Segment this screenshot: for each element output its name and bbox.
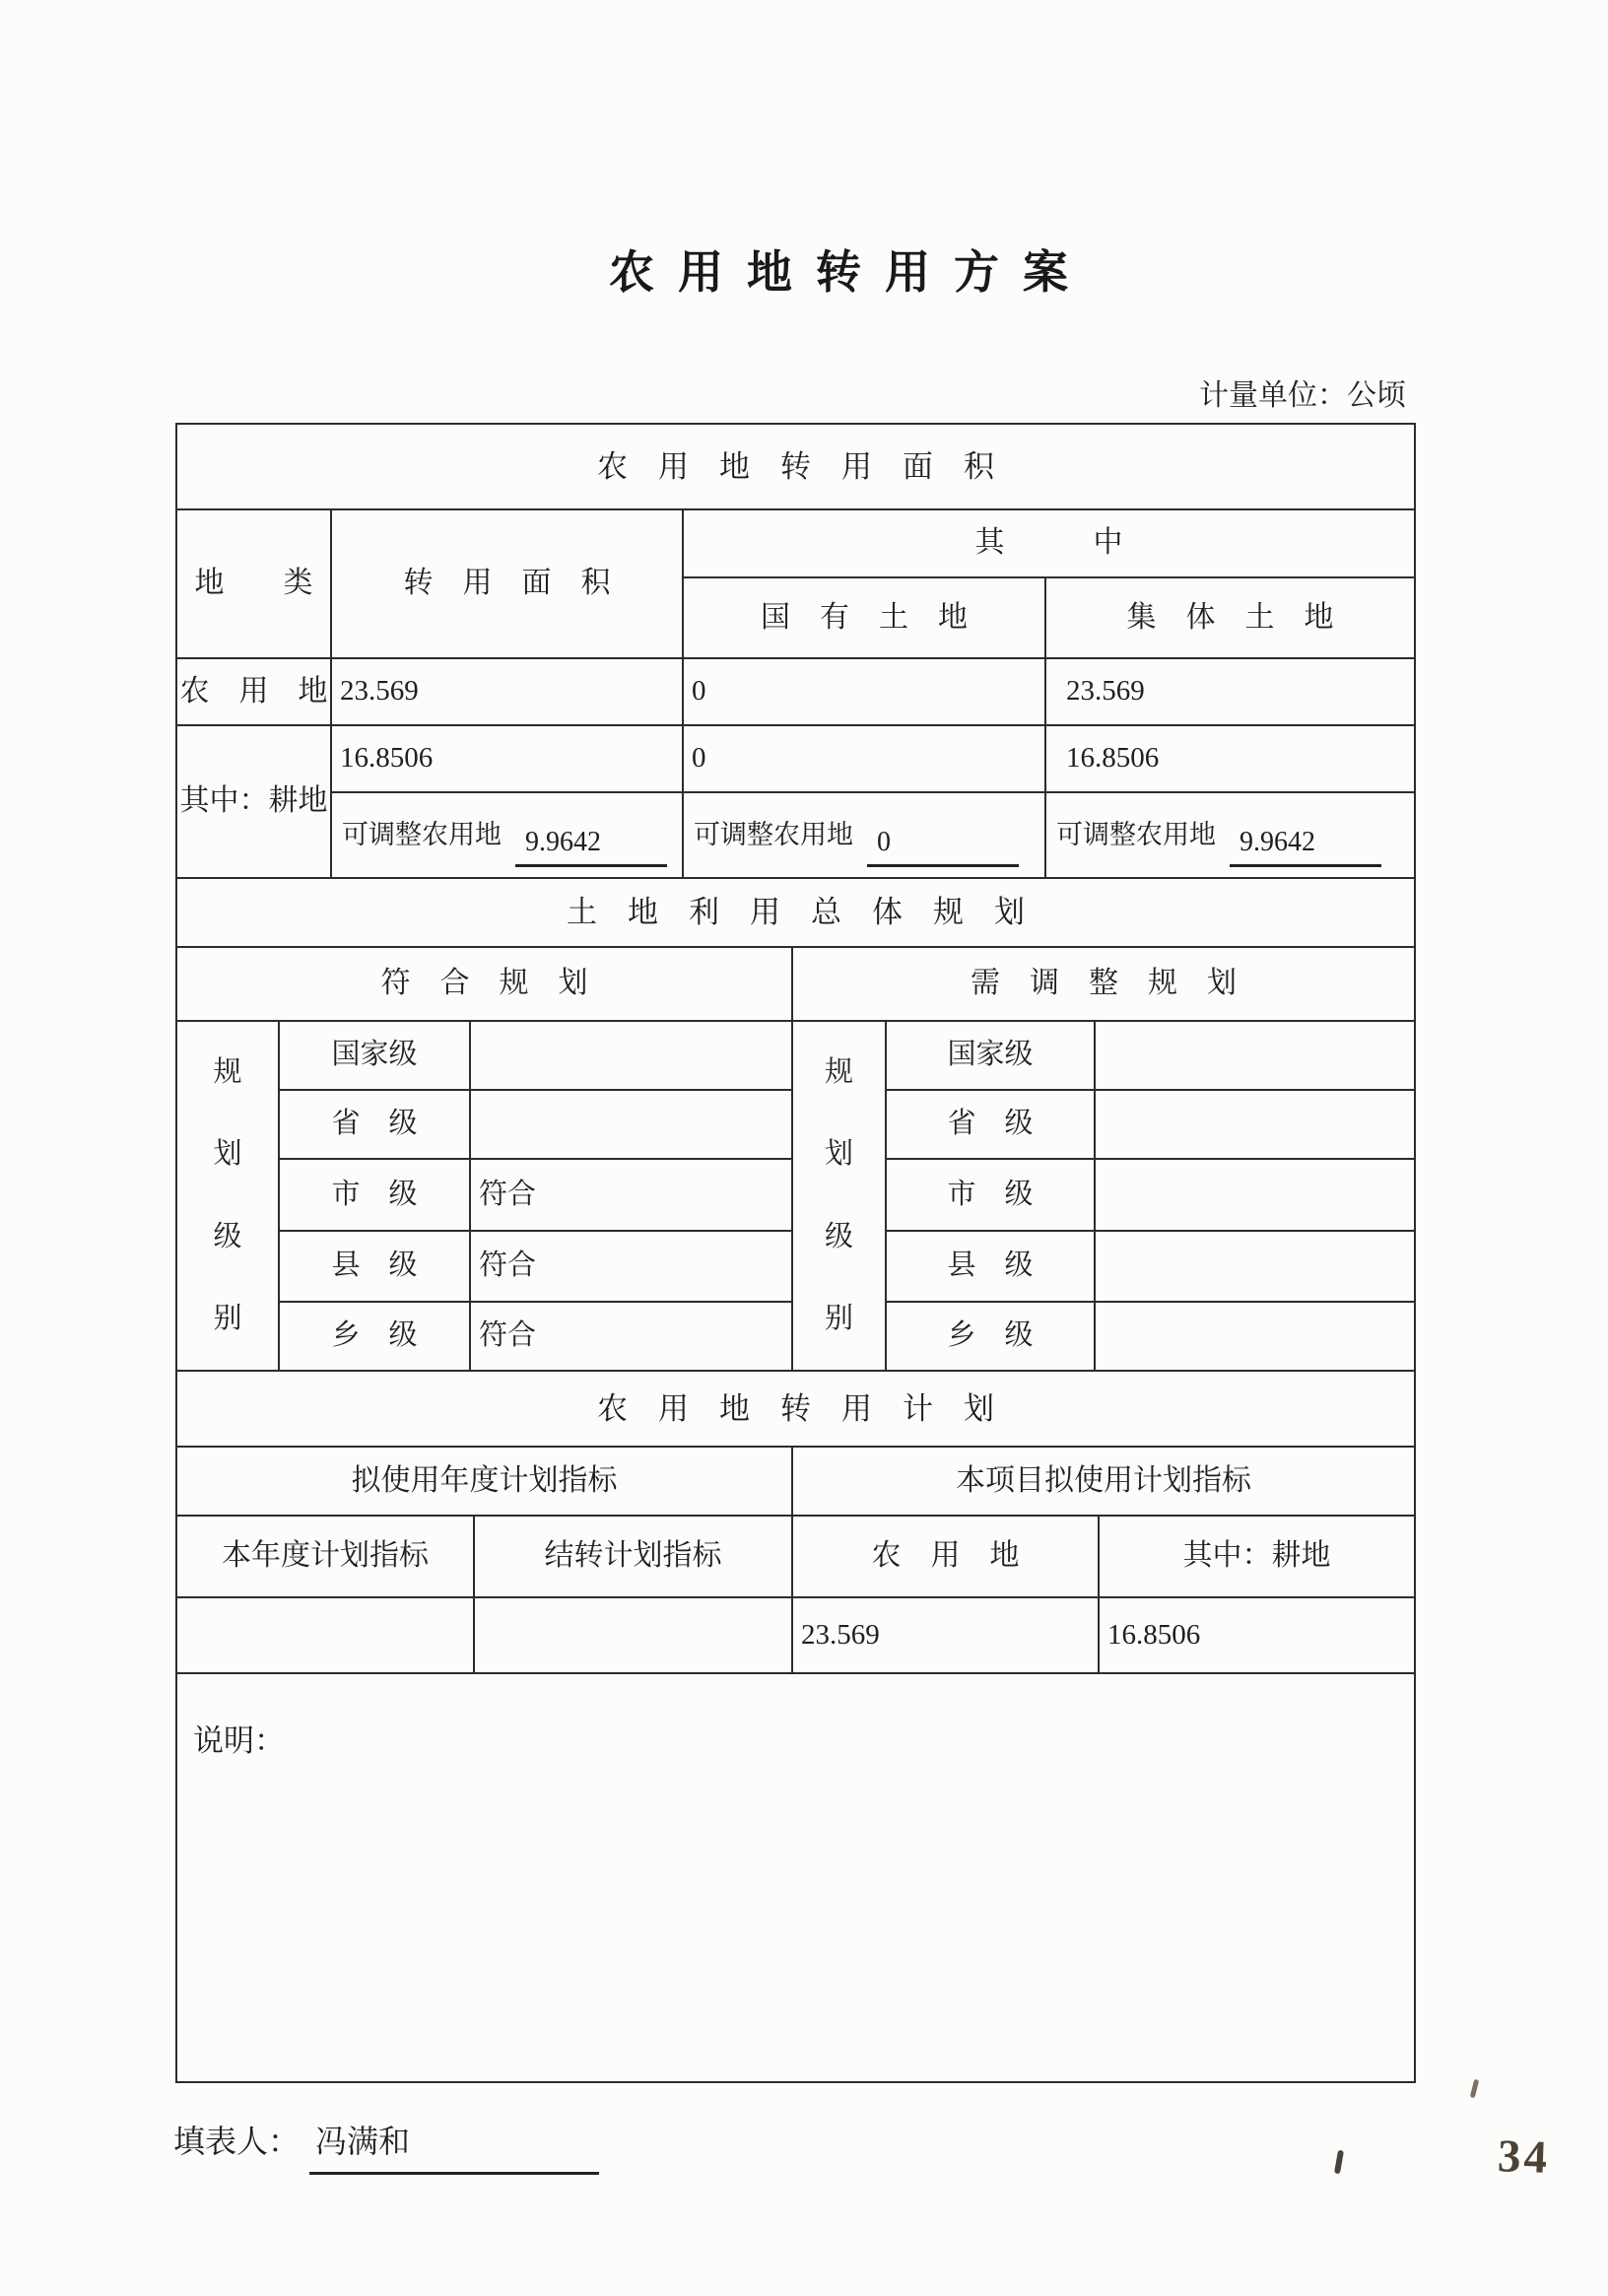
agricultural-total-value: 23.569	[332, 659, 684, 726]
cultivated-total-value: 16.8506	[332, 726, 684, 793]
col-header-conversion-area: 转 用 面 积	[332, 510, 684, 659]
level-value-city-left: 符合	[471, 1160, 793, 1232]
level-label-county-left: 县 级	[280, 1232, 471, 1303]
col-header-land-type: 地 类	[177, 510, 332, 659]
level-label-township-left: 乡 级	[280, 1303, 471, 1372]
plan-agricultural-value: 23.569	[793, 1598, 1100, 1674]
level-value-township-left: 符合	[471, 1303, 793, 1372]
adjustable-label: 可调整农用地	[342, 819, 502, 849]
level-label-province-right: 省 级	[887, 1091, 1096, 1160]
adjustable-collective-value: 9.9642	[1230, 827, 1381, 867]
ink-speck	[1334, 2150, 1344, 2175]
planning-level-axis-left	[177, 1022, 280, 1372]
axis-char: 规	[213, 1055, 242, 1088]
agricultural-collective-value: 23.569	[1046, 659, 1414, 726]
axis-char: 划	[213, 1138, 242, 1171]
project-indicator-header: 本项目拟使用计划指标	[793, 1448, 1414, 1517]
current-year-value	[177, 1598, 475, 1674]
adjustable-total-cell	[332, 793, 684, 879]
adjustable-collective-cell	[1046, 793, 1414, 879]
level-label-county-right: 县 级	[887, 1232, 1096, 1303]
axis-char: 级	[824, 1220, 853, 1252]
level-value-province-right	[1096, 1091, 1414, 1160]
row-label-cultivated: 其中：耕地	[177, 726, 332, 879]
level-label-province-left: 省 级	[280, 1091, 471, 1160]
col-header-collective-land: 集 体 土 地	[1046, 578, 1414, 659]
carryover-value	[475, 1598, 793, 1674]
planning-header: 土 地 利 用 总 体 规 划	[177, 879, 1414, 948]
ink-speck	[1470, 2079, 1479, 2099]
planning-level-axis-right	[793, 1022, 887, 1372]
adjustable-state-value: 0	[867, 827, 1019, 867]
section-conversion-plan	[177, 1372, 1414, 1674]
level-label-national-left: 国家级	[280, 1022, 471, 1091]
conversion-area-header: 农 用 地 转 用 面 积	[177, 425, 1414, 510]
level-value-township-right	[1096, 1303, 1414, 1372]
adjustable-label: 可调整农用地	[694, 819, 853, 849]
level-value-county-right	[1096, 1232, 1414, 1303]
section-conversion-area	[177, 425, 1414, 879]
level-label-township-right: 乡 级	[887, 1303, 1096, 1372]
cultivated-state-value: 0	[684, 726, 1046, 793]
axis-char: 别	[213, 1302, 242, 1334]
preparer-line	[173, 2117, 599, 2175]
level-value-national-left	[471, 1022, 793, 1091]
col-header-state-land: 国 有 土 地	[684, 578, 1046, 659]
axis-char: 规	[824, 1055, 853, 1088]
preparer-name: 冯满和	[309, 2117, 599, 2175]
annual-indicator-header: 拟使用年度计划指标	[177, 1448, 793, 1517]
adjustable-total-value: 9.9642	[515, 827, 667, 867]
level-value-county-left: 符合	[471, 1232, 793, 1303]
subheader-current-year: 本年度计划指标	[177, 1517, 475, 1598]
level-label-city-left: 市 级	[280, 1160, 471, 1232]
conforms-planning-header: 符 合 规 划	[177, 948, 793, 1022]
axis-char: 划	[824, 1138, 853, 1171]
form-table	[175, 423, 1416, 2083]
unit-label: 计量单位：公顷	[1199, 379, 1406, 412]
adjustable-label: 可调整农用地	[1056, 819, 1216, 849]
cultivated-collective-value: 16.8506	[1046, 726, 1414, 793]
section-land-use-planning	[177, 879, 1414, 1372]
form-title: 农用地转用方案	[609, 247, 1092, 298]
preparer-label: 填表人：	[173, 2124, 301, 2159]
plan-cultivated-value: 16.8506	[1100, 1598, 1414, 1674]
subheader-agricultural: 农 用 地	[793, 1517, 1100, 1598]
subheader-cultivated: 其中：耕地	[1100, 1517, 1414, 1598]
row-label-agricultural: 农 用 地	[177, 659, 332, 726]
level-value-national-right	[1096, 1022, 1414, 1091]
level-value-city-right	[1096, 1160, 1414, 1232]
agricultural-state-value: 0	[684, 659, 1046, 726]
notes-label: 说明：	[193, 1723, 285, 1758]
page-number: 34	[1497, 2130, 1551, 2184]
level-label-national-right: 国家级	[887, 1022, 1096, 1091]
col-header-of-which: 其 中	[684, 510, 1414, 578]
subheader-carryover: 结转计划指标	[475, 1517, 793, 1598]
adjustable-state-cell	[684, 793, 1046, 879]
level-label-city-right: 市 级	[887, 1160, 1096, 1232]
level-value-province-left	[471, 1091, 793, 1160]
axis-char: 别	[824, 1302, 853, 1334]
section-notes	[177, 1674, 1414, 2081]
axis-char: 级	[213, 1220, 242, 1252]
conversion-plan-header: 农 用 地 转 用 计 划	[177, 1372, 1414, 1448]
needs-adjustment-header: 需 调 整 规 划	[793, 948, 1414, 1022]
